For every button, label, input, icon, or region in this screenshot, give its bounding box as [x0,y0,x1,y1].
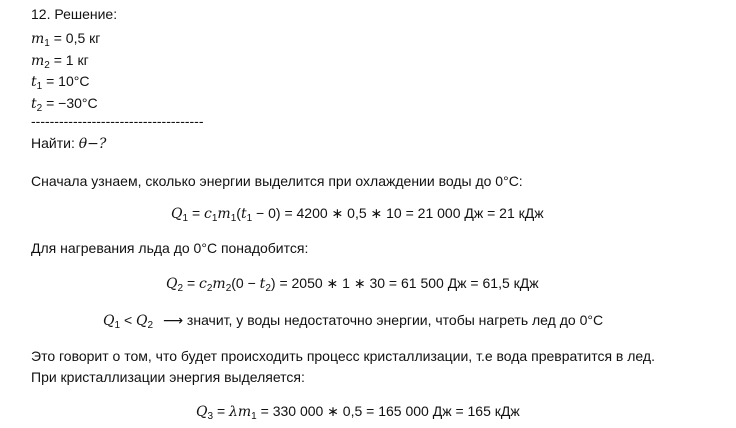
formula-c-symbol: c [204,206,212,222]
formula-m-symbol: m [217,206,231,222]
formula-t-symbol: t [259,276,266,292]
given-m1 [31,29,100,48]
step-4-text: При кристаллизации энергия выделяется: [31,369,305,385]
formula-sub: 1 [246,213,253,224]
given-sub: 1 [36,81,43,92]
formula-q-symbol: Q [171,206,183,222]
formula-sub: 2 [225,283,232,294]
comparison-text: значит, у воды недостаточно энергии, чтобы нагреть лед до 0°С [186,312,604,328]
formula-sub: 2 [265,283,271,294]
given-value: = 0,5 кг [53,30,101,46]
given-var: m [31,53,45,69]
formula-q2: $Q_2 = c_2m_2(0 - t_2) = 2050$ ∗ 1 ∗ 30 = 61 500 Дж = 61,5 кДж [166,275,539,294]
formula-sub: 1 [114,320,121,331]
given-sub: 1 [44,38,50,49]
formula-sub: 3 [207,411,214,422]
given-sub: 2 [44,60,50,71]
solution-heading: 12. Решение: [31,6,118,22]
find-expression: θ−? [78,136,107,152]
formula-m-symbol: m [212,276,226,292]
formula-sub: 2 [147,320,154,331]
given-t1 [31,72,89,91]
formula-paren: − 0) [252,205,281,221]
formula-sub: 1 [230,213,237,224]
compare-q2-symbol: Q [136,313,148,329]
given-var: m [31,31,45,47]
step-2-text: Для нагревания льда до 0°С понадобится: [31,240,309,256]
formula-t-symbol: t [240,206,247,222]
given-value: = −30°C [46,95,98,111]
find-line [31,134,106,153]
separator-line: ------------------------------------- [31,113,204,129]
given-m2 [31,51,89,70]
formula-result: = 330 000 ∗ 0,5 = 165 000 Дж = 165 кДж [260,403,520,419]
formula-sub: 1 [251,411,257,422]
less-than-sign: < [123,312,133,328]
compare-q1-symbol: Q [103,313,115,329]
formula-paren: (0 − [231,275,260,291]
formula-paren: ) [270,275,276,291]
given-var: t [31,74,37,90]
formula-q1: $Q_1 = c_1m_1(t_1 - 0) = 4200$ ∗ 0,5 ∗ 10 = 21 000 Дж = 21 кДж [171,205,544,224]
formula-q3: $Q_3 = \lambda m_1 = 330$ 000 ∗ 0,5 = 165 000 Дж = 165 кДж [196,403,520,422]
given-sub: 2 [36,103,43,114]
formula-q-symbol: Q [166,276,178,292]
given-var: t [31,96,37,112]
formula-c-symbol: c [199,276,207,292]
formula-m-symbol: m [237,404,252,420]
comparison-line [103,311,603,330]
formula-q-symbol: Q [196,404,208,420]
given-value: = 10°C [46,73,90,89]
formula-sub: 2 [206,283,213,294]
formula-sub: 2 [177,283,184,294]
formula-paren: ( [236,205,241,221]
formula-sub: 1 [182,213,189,224]
given-t2 [31,94,98,113]
step-1-text: Сначала узнаем, сколько энергии выделится при охлаждении воды до 0°С: [31,173,523,189]
find-label: Найти: [31,135,75,151]
step-3-text: Это говорит о том, что будет происходить процесс кристаллизации, т.е вода превратится в лед. [31,348,655,364]
formula-result: = 4200 ∗ 0,5 ∗ 10 = 21 000 Дж = 21 кДж [284,205,544,221]
formula-sub: 1 [211,213,218,224]
formula-lambda-symbol: λ [229,404,238,420]
right-arrow-icon: ⟶ [162,312,184,328]
formula-result: = 2050 ∗ 1 ∗ 30 = 61 500 Дж = 61,5 кДж [279,275,539,291]
given-value: = 1 кг [53,52,89,68]
